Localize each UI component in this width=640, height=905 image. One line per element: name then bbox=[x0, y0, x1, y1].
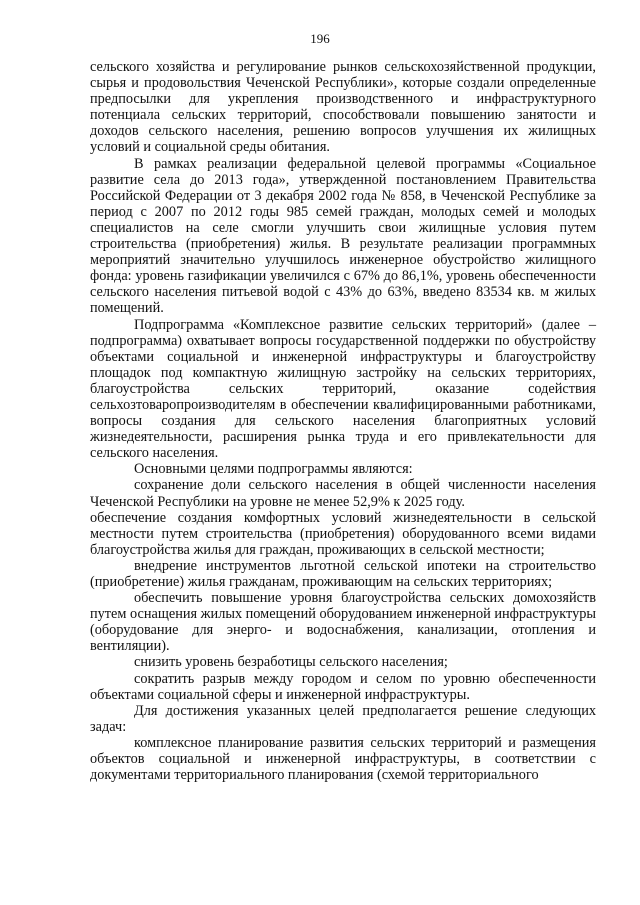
paragraph: сельского хозяйства и регулирование рынков сельскохозяйственной продукции, сырья и продовольствия Чеченской Республики», которые создали определенные предпосылки для укрепления производственного и инфраструктурного потенциала сельских территорий, способствовали повышению занятости и доходов сельского населения, решению вопросов улучшения их жилищных условий и социальной среды обитания. bbox=[90, 59, 596, 156]
page-number: 196 bbox=[310, 31, 330, 46]
list-item: внедрение инструментов льготной сельской ипотеки на строительство (приобретение) жилья гражданам, проживающим на сельских территориях; bbox=[90, 557, 596, 590]
list-item: сохранение доли сельского населения в общей численности населения Чеченской Республики на уровне не менее 52,9% к 2025 году. bbox=[90, 477, 596, 510]
list-item: сократить разрыв между городом и селом по уровню обеспеченности объектами социальной сферы и инженерной инфраструктуры. bbox=[90, 670, 596, 703]
body-text bbox=[90, 59, 596, 783]
paragraph: Для достижения указанных целей предполагается решение следующих задач: bbox=[90, 702, 596, 735]
list-item: обеспечить повышение уровня благоустройства сельских домохозяйств путем оснащения жилых помещений оборудованием инженерной инфраструктуры (оборудование для энерго- и водоснабжения, канализации, отопления и вентиляции). bbox=[90, 590, 597, 655]
list-item: обеспечение создания комфортных условий жизнедеятельности в сельской местности путем строительства (приобретения) оборудованного всеми видами благоустройства жилья для граждан, проживающих в сельской местности; bbox=[90, 509, 596, 558]
paragraph: В рамках реализации федеральной целевой программы «Социальное развитие села до 2013 года», утвержденной постановлением Правительства Российской Федерации от 3 декабря 2002 года № 858, в Чеченской Республике за период с 2007 по 2012 годы 985 семей граждан, молодых семей и молодых специалистов на селе смогли улучшить свои жилищные условия путем строительства (приобретения) жилья. В результате реализации программных мероприятий значительно улучшилось инженерное обустройство жилищного фонда: уровень газификации увеличился с 67% до 86,1%, уровень обеспеченности сельского населения питьевой водой с 43% до 63%, введено 83534 кв. м жилых помещений. bbox=[90, 155, 596, 317]
list-item: снизить уровень безработицы сельского населения; bbox=[134, 654, 448, 671]
paragraph: Основными целями подпрограммы являются: bbox=[134, 461, 413, 478]
paragraph: Подпрограмма «Комплексное развитие сельских территорий» (далее – подпрограмма) охватывает вопросы государственной поддержки по обустройству объектами социальной и инженерной инфраструктуры и благоустройству площадок под компактную жилищную застройку на сельских территориях, благоустройства сельских территорий, оказание содействия сельхозтоваропроизводителям в обеспечении квалифицированными работниками, вопросы создания для сельского населения благоприятных условий жизнедеятельности, расширения рынка труда и его привлекательности для сельского населения. bbox=[90, 316, 596, 462]
list-item: комплексное планирование развития сельских территорий и размещения объектов социальной и инженерной инфраструктуры, в соответствии с документами территориального планирования (схемой территориального bbox=[90, 734, 596, 784]
